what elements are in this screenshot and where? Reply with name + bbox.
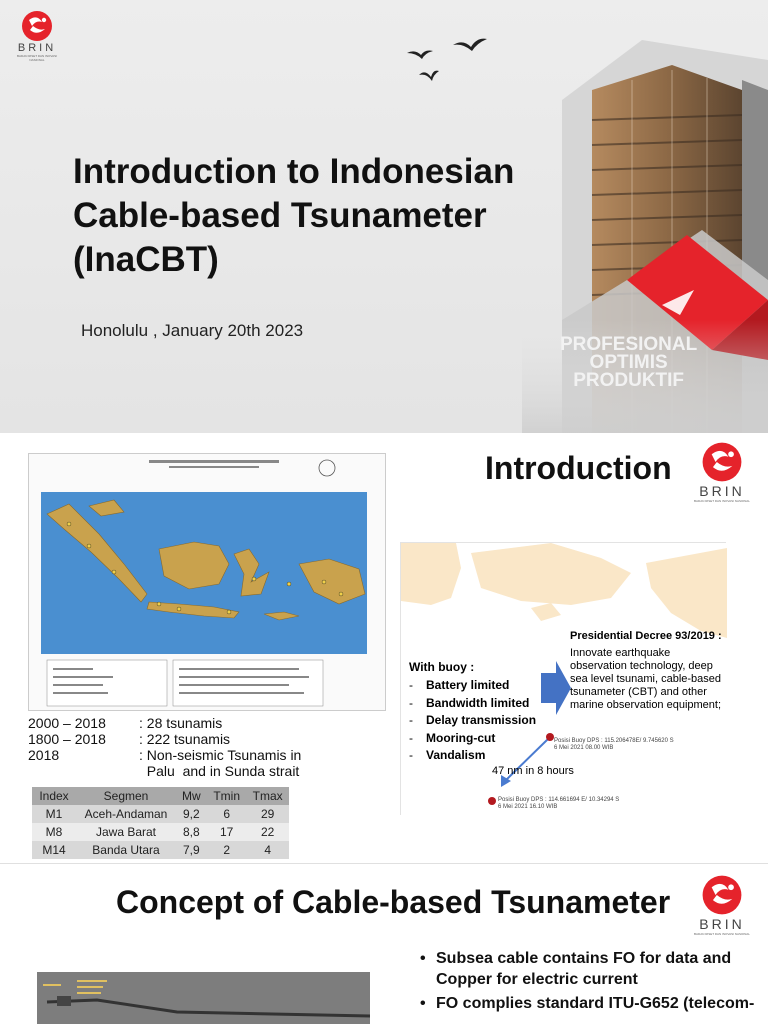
table-cell: Aceh-Andaman <box>76 805 176 823</box>
stat-period: 2018 <box>28 747 60 763</box>
buoy-marker-icon <box>546 733 554 741</box>
buoy-marker-icon <box>488 797 496 805</box>
buoy-position-label <box>554 738 674 752</box>
slogan-line: PRODUKTIF <box>573 370 685 391</box>
buoy-position-coords: Posisi Buoy DPS : 114.661694 E/ 10.34294 S <box>498 797 620 803</box>
table-row <box>32 805 289 823</box>
presentation-subtitle: Honolulu , January 20th 2023 <box>81 321 304 340</box>
list-item: - Battery limited <box>409 678 510 692</box>
brin-subtext: BADAN RISET DAN INOVASI NASIONAL <box>17 54 57 62</box>
introduction-slide <box>0 433 768 863</box>
brin-wordmark: BRIN <box>17 42 57 54</box>
slogan <box>560 336 697 390</box>
table-cell: 6 <box>207 805 247 823</box>
cbt-system-diagram <box>37 972 370 1024</box>
indonesia-map-image <box>29 454 385 710</box>
list-item: - Vandalism <box>409 748 486 762</box>
list-item-label: Delay transmission <box>426 713 537 727</box>
brin-emblem-icon <box>700 874 744 916</box>
tsunami-statistics <box>28 715 301 779</box>
buoy-heading: With buoy : <box>409 660 475 674</box>
slogan-line: PROFESIONAL <box>560 334 698 355</box>
column-header: Segmen <box>76 787 176 805</box>
buoy-issue-list <box>409 677 536 765</box>
stat-row <box>28 715 301 731</box>
segment-table <box>32 787 289 859</box>
decree-title: Presidential Decree 93/2019 : <box>570 630 722 642</box>
title-slide <box>0 0 768 433</box>
list-item-label: Mooring-cut <box>426 730 496 745</box>
buoy-position-date: 6 Mei 2021 08.00 WIB <box>554 745 614 751</box>
table-cell: 17 <box>207 823 247 841</box>
brin-emblem-icon <box>20 10 54 42</box>
brin-subtext: BADAN RISET DAN INOVASI NASIONAL <box>694 932 750 936</box>
buoy-drift-figure <box>400 542 726 815</box>
stat-value: : 28 tsunamis <box>139 715 223 731</box>
table-cell: Banda Utara <box>76 841 176 859</box>
table-cell: 29 <box>247 805 289 823</box>
slide-title: Introduction <box>485 450 672 486</box>
brin-emblem-icon <box>700 441 744 483</box>
table-cell: M8 <box>32 823 76 841</box>
stat-row <box>28 731 301 747</box>
list-item: - Delay transmission <box>409 713 537 727</box>
column-header: Tmin <box>207 787 247 805</box>
concept-bullet-list <box>418 948 763 1017</box>
table-cell: 4 <box>247 841 289 859</box>
list-item-label: Vandalism <box>426 748 486 762</box>
table-cell: 8,8 <box>176 823 207 841</box>
buoy-position-coords: Posisi Buoy DPS : 115.206478E/ 9.745620 S <box>554 738 674 744</box>
stat-row <box>28 747 301 763</box>
column-header: Index <box>32 787 76 805</box>
slide-title: Concept of Cable-based Tsunameter <box>116 884 671 920</box>
list-item-label: Bandwidth limited <box>426 695 530 710</box>
list-item: - Bandwidth limited <box>409 695 530 710</box>
column-header: Mw <box>176 787 207 805</box>
concept-slide <box>0 863 768 1024</box>
decree-body: Innovate earthquake observation technology, deep sea level tsunami, cable-based tsunameter (CBT) and other marine observation equipment; <box>570 647 722 711</box>
stat-row <box>28 763 301 779</box>
table-cell: M1 <box>32 805 76 823</box>
table-cell: Jawa Barat <box>76 823 176 841</box>
buoy-position-date: 6 Mei 2021 16.10 WIB <box>498 804 558 810</box>
list-item: - Mooring-cut <box>409 730 496 745</box>
column-header: Tmax <box>247 787 289 805</box>
brin-subtext: BADAN RISET DAN INOVASI NASIONAL <box>694 499 750 503</box>
table-header-row <box>32 787 289 805</box>
brin-wordmark: BRIN <box>699 916 745 932</box>
distance-label: 47 nm in 8 hours <box>492 765 574 777</box>
table-cell: 7,9 <box>176 841 207 859</box>
table-cell: 22 <box>247 823 289 841</box>
stat-period: 1800 – 2018 <box>28 731 106 747</box>
slogan-line: OPTIMIS <box>589 352 668 373</box>
stat-value: : Non-seismic Tsunamis in <box>139 747 302 763</box>
list-item: • Subsea cable contains FO for data and Copper for electric current <box>418 948 763 990</box>
stat-value: Palu and in Sunda strait <box>139 763 300 779</box>
brin-logo <box>694 874 750 936</box>
cbt-diagram-image <box>37 972 370 1024</box>
brin-logo <box>14 10 60 62</box>
table-cell: 2 <box>207 841 247 859</box>
tsunami-source-map <box>28 453 386 711</box>
list-item-label: Battery limited <box>426 678 510 692</box>
stat-period <box>28 763 139 779</box>
list-item: • FO complies standard ITU-G652 (telecom- <box>418 993 763 1014</box>
table-cell: M14 <box>32 841 76 859</box>
table-cell: 9,2 <box>176 805 207 823</box>
table-row <box>32 823 289 841</box>
table-row <box>32 841 289 859</box>
stat-period: 2000 – 2018 <box>28 715 106 731</box>
birds-illustration <box>405 35 495 85</box>
presentation-title: Introduction to Indonesian Cable-based Tsunameter (InaCBT) <box>73 152 515 279</box>
brin-logo <box>694 441 750 503</box>
brin-wordmark: BRIN <box>699 483 745 499</box>
stat-value: : 222 tsunamis <box>139 731 231 747</box>
buoy-position-label <box>498 797 619 811</box>
